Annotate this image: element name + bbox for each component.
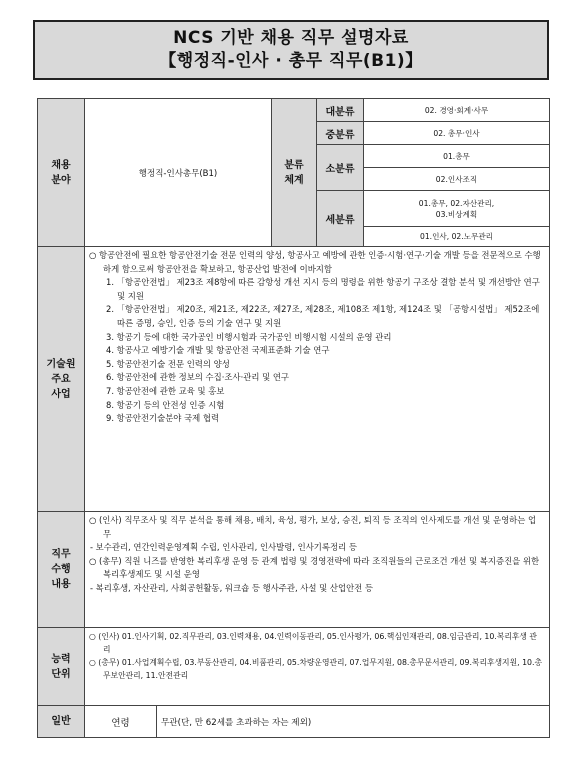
business-label: 기술원 주요 사업 — [38, 247, 85, 512]
sub-class-value: 01.총무, 02.자산관리, 03.비상계획 — [364, 191, 550, 227]
document-title: NCS 기반 채용 직무 설명자료 — [173, 28, 409, 48]
ability-content — [85, 628, 550, 706]
sub-class-value: 01.인사, 02.노무관리 — [364, 227, 550, 247]
business-item: 5. 항공안전기술 전문 인력의 양성 — [106, 358, 230, 369]
business-item: 1. 「항공안전법」 제23조 제8항에 따른 감항성 개선 지시 등의 명령을 위한 항공기 구조상 결함 분석 및 개선방안 연구 및 지원 — [106, 277, 540, 301]
minor-class-value: 02.인사조직 — [364, 168, 550, 191]
business-item: 2. 「항공안전법」 제20조, 제21조, 제22조, 제27조, 제28조, 제108조 제1항, 제124조 및 「공항시설법」 제52조에 따른 증명, 승인, 인증 등의 기술 연구 및 지원 — [106, 304, 540, 328]
business-item: 6. 항공안전에 관한 정보의 수집·조사·관리 및 연구 — [106, 372, 290, 383]
age-label: 연령 — [85, 706, 157, 738]
duty-line: ○ (총무) 직원 니즈를 반영한 복리후생 운영 등 관계 법령 및 경영전략에 따라 조직원들의 근로조건 개선 및 복지증진을 위한 복리후생제도 및 시설 운영 — [89, 555, 540, 580]
middle-class-label: 중분류 — [317, 122, 364, 145]
classification-label: 분류 체계 — [272, 99, 317, 247]
document-title-box — [33, 20, 549, 80]
major-class-label: 대분류 — [317, 99, 364, 122]
sub-class-label: 세분류 — [317, 191, 364, 247]
business-item: 7. 항공안전에 관한 교육 및 홍보 — [106, 385, 225, 396]
ability-label: 능력 단위 — [38, 628, 85, 706]
duty-line: - 보수관리, 연간인력운영계획 수립, 인사관리, 인사발령, 인사기록정리 등 — [90, 542, 357, 553]
minor-class-label: 소분류 — [317, 145, 364, 191]
duties-label: 직무 수행 내용 — [38, 512, 85, 628]
ability-line: ○ (총무) 01.사업계획수립, 03.부동산관리, 04.비품관리, 05.차량운영관리, 07.업무지원, 08.총무문서관리, 09.복리후생지원, 10.총무보안관리, 11.안전관리 — [89, 658, 543, 680]
age-value: 무관(단, 만 62세를 초과하는 자는 제외) — [157, 706, 550, 738]
recruit-field-value: 행정직-인사총무(B1) — [85, 99, 272, 247]
business-intro: ○ 항공안전에 필요한 항공안전기술 전문 인력의 양성, 항공사고 예방에 관한 인증·시험·연구·기술 개발 등을 전문적으로 수행하게 함으로써 항공안전을 확보하고, 항공산업 발전에 이바지함 — [89, 250, 541, 274]
minor-class-value: 01.총무 — [364, 145, 550, 168]
business-content — [85, 247, 550, 512]
business-item: 3. 항공기 등에 대한 국가공인 비행시험과 국가공인 비행시험 시설의 운영 관리 — [106, 331, 392, 342]
duties-content — [85, 512, 550, 628]
middle-class-value: 02. 총무·인사 — [364, 122, 550, 145]
duty-line: ○ (인사) 직무조사 및 직무 분석을 통해 채용, 배치, 육성, 평가, 보상, 승진, 퇴직 등 조직의 인사제도를 개선 및 운영하는 업무 — [89, 515, 537, 539]
document-subtitle: 【행정직-인사 · 총무 직무(B1)】 — [159, 51, 423, 71]
business-item: 8. 항공기 등의 안전성 인증 시험 — [106, 399, 225, 410]
general-label: 일반 — [38, 706, 85, 738]
business-item: 4. 항공사고 예방기술 개발 및 항공안전 국제표준화 기술 연구 — [106, 345, 330, 356]
ability-line: ○ (인사) 01.인사기획, 02.직무관리, 03.인력채용, 04.인력이동관리, 05.인사평가, 06.핵심인재관리, 08.임금관리, 10.복리후생 관리 — [89, 632, 537, 654]
job-description-table — [37, 98, 550, 738]
recruit-field-label: 채용 분야 — [38, 99, 85, 247]
major-class-value: 02. 경영·회계·사무 — [364, 99, 550, 122]
business-item: 9. 항공안전기술분야 국제 협력 — [106, 413, 220, 424]
duty-line: - 복리후생, 자산관리, 사회공헌활동, 워크숍 등 행사주관, 사설 및 산업안전 등 — [90, 582, 373, 593]
